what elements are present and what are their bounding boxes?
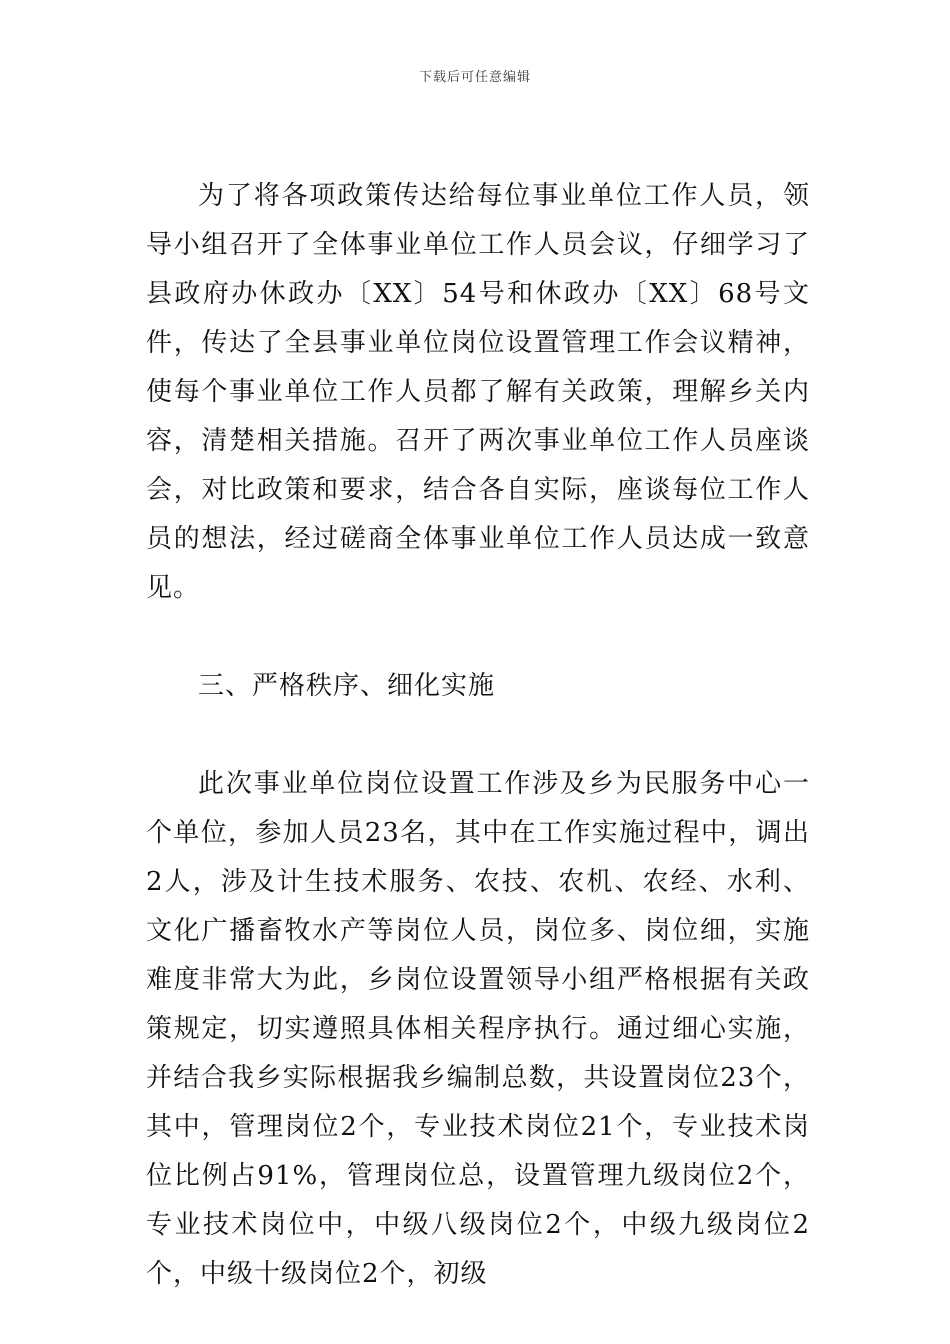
document-body — [146, 172, 810, 1299]
page-header-note: 下载后可任意编辑 — [418, 70, 531, 85]
paragraph-spacer — [146, 613, 810, 662]
paragraph-implementation: 此次事业单位岗位设置工作涉及乡为民服务中心一个单位，参加人员23名，其中在工作实施过程中，调出2人，涉及计生技术服务、农技、农机、农经、水利、文化广播畜牧水产等岗位人员，岗位多、岗位细，实施难度非常大为此，乡岗位设置领导小组严格根据有关政策规定，切实遵照具体相关程序执行。通过细心实施，并结合我乡实际根据我乡编制总数，共设置岗位23个，其中，管理岗位2个，专业技术岗位21个，专业技术岗位比例占91%，管理岗位总，设置管理九级岗位2个，专业技术岗位中，中级八级岗位2个，中级九级岗位2个，中级十级岗位2个，初级 — [146, 769, 810, 1289]
paragraph-spacer — [146, 711, 810, 760]
paragraph-policy-communication: 为了将各项政策传达给每位事业单位工作人员，领导小组召开了全体事业单位工作人员会议，仔细学习了县政府办休政办〔XX〕54号和休政办〔XX〕68号文件，传达了全县事业单位岗位设置管理工作会议精神，使每个事业单位工作人员都了解有关政策，理解乡关内容，清楚相关措施。召开了两次事业单位工作人员座谈会，对比政策和要求，结合各自实际，座谈每位工作人员的想法，经过磋商全体事业单位工作人员达成一致意见。 — [146, 181, 810, 603]
section-heading-3: 三、严格秩序、细化实施 — [198, 671, 496, 701]
